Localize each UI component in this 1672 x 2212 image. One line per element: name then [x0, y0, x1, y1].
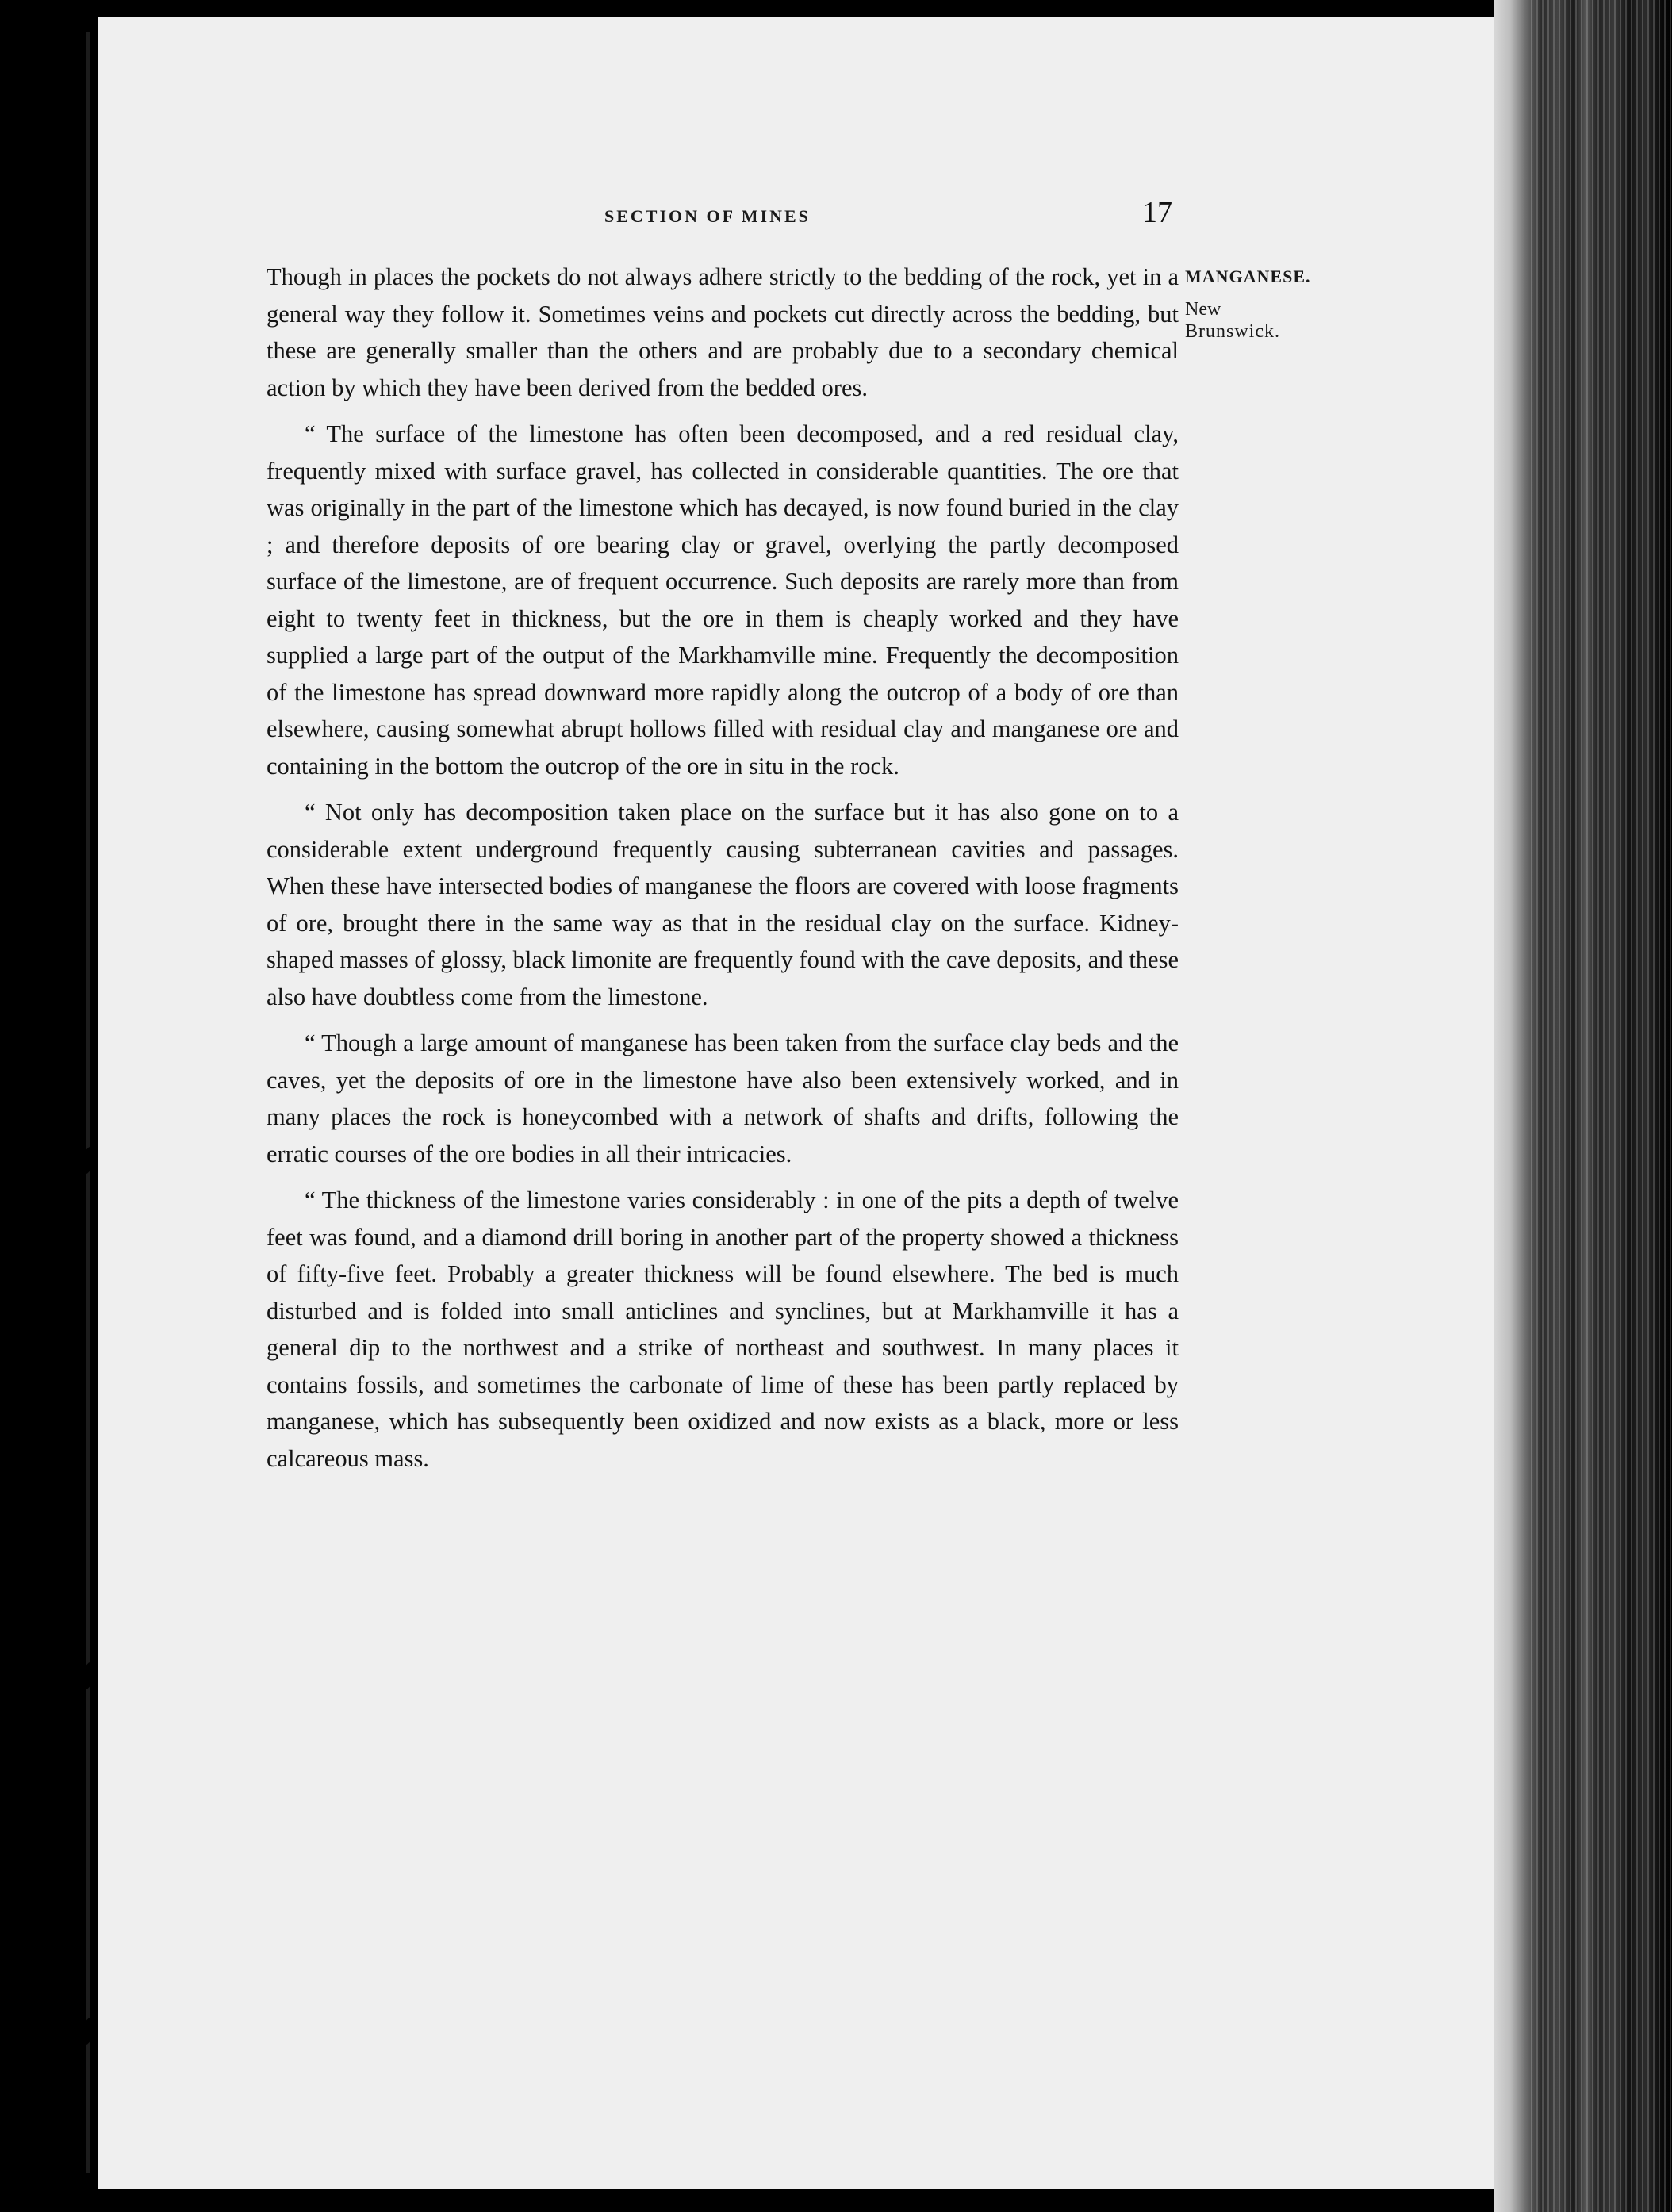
running-title: SECTION OF MINES: [604, 206, 811, 226]
book-page-edge-texture: [1531, 0, 1672, 2212]
paragraph: “ Not only has decomposition taken place on the surface but it has also gone on to a considerable extent underground frequently causing subterranean cavities and passages. When these have intersected bodies of manganese the floors are covered with loose fragments of ore, brought there in the same way as that in the residual clay on the surface. Kidney-shaped masses of glossy, black limonite are frequently found with the cave deposits, and these also have doubtless come from the limestone.: [267, 799, 1179, 1010]
binding-mark: [75, 2018, 102, 2045]
margin-note-subject: MANGANESE.: [1185, 266, 1311, 286]
left-binding: [0, 0, 94, 2212]
margin-notes: [1185, 265, 1344, 343]
body-text: [267, 259, 1179, 1486]
binding-mark: [75, 1147, 102, 1174]
binding-mark: [75, 1662, 102, 1689]
margin-note-region-line1: New: [1185, 299, 1221, 320]
binding-spine-line: [86, 32, 90, 2173]
paragraph: “ The surface of the limestone has often been decomposed, and a red residual clay, frequently mixed with surface gravel, has collected in considerable quantities. The ore that was originally in the part of the limestone which has decayed, is now found buried in the clay ; and therefore deposits of ore bearing clay or gravel, overlying the partly decomposed surface of the limestone, are of frequent occurrence. Such deposits are rarely more than from eight to twenty feet in thickness, but the ore in them is cheaply worked and they have supplied a large part of the output of the Markhamville mine. Frequently the decomposition of the limestone has spread downward more rapidly along the outcrop of a body of ore than elsewhere, causing somewhat abrupt hollows filled with residual clay and manganese ore and containing in the bottom the outcrop of the ore in situ in the rock.: [267, 420, 1179, 780]
paragraph: “ The thickness of the limestone varies considerably : in one of the pits a depth of twelve feet was found, and a diamond drill boring in another part of the property showed a thickness of fifty-five feet. Probably a greater thickness will be found elsewhere. The bed is much disturbed and is folded into small anticlines and synclines, but at Markhamville it has a general dip to the northwest and a strike of northeast and southwest. In many places it contains fossils, and sometimes the carbonate of lime of these has been partly replaced by manganese, which has subsequently been oxidized and now exists as a black, more or less calcareous mass.: [267, 1187, 1179, 1472]
page-number: 17: [1142, 196, 1172, 229]
paragraph: Though in places the pockets do not always adhere strictly to the bedding of the rock, yet in a general way they follow it. Sometimes veins and pockets cut directly across the bedding, but these are generally smaller than the others and are probably due to a secondary chemical action by which they have been derived from the bedded ores.: [267, 263, 1179, 401]
margin-note-region-line2: Brunswick.: [1185, 321, 1280, 342]
paragraph: “ Though a large amount of manganese has been taken from the surface clay beds and the caves, yet the deposits of ore in the limestone have also been extensively worked, and in many places the rock is honeycombed with a network of shafts and drifts, following the erratic courses of the ore bodies in all their intricacies.: [267, 1029, 1179, 1167]
running-head: [262, 196, 1190, 236]
